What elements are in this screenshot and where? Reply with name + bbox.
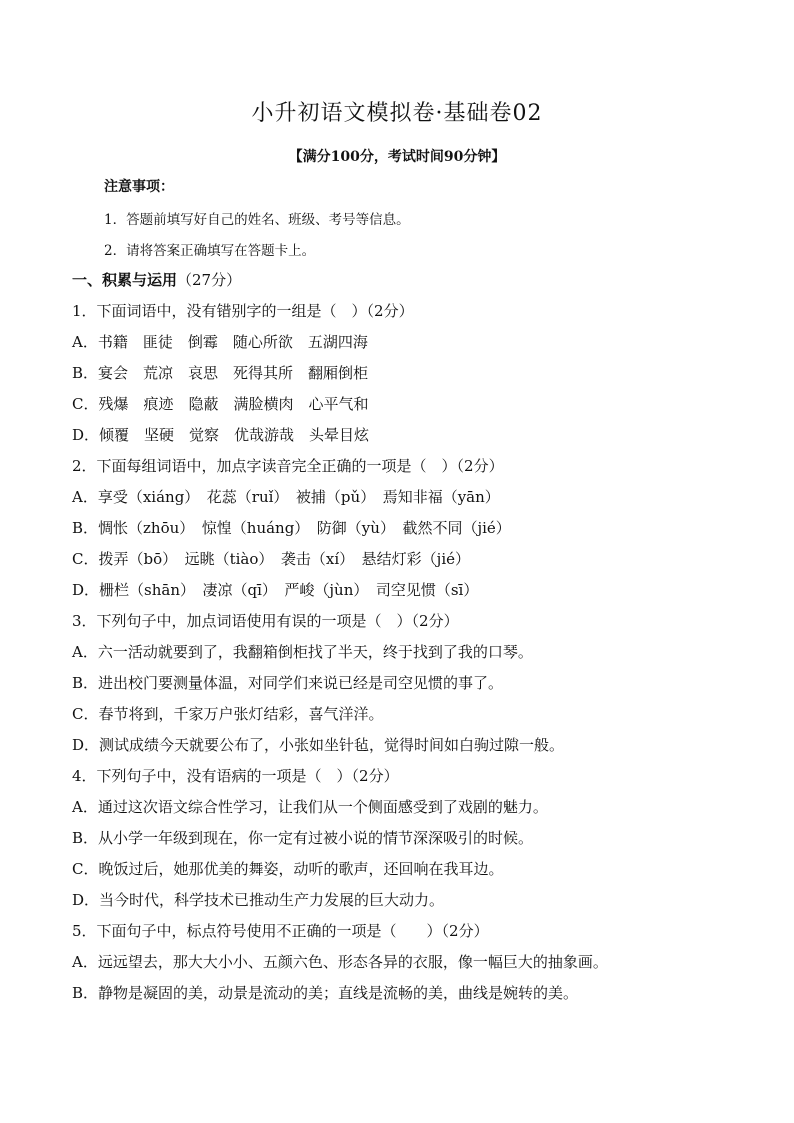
page-title: 小升初语文模拟卷·基础卷02 xyxy=(251,101,543,126)
question-option: D．测试成绩今天就要公布了，小张如坐针毡，觉得时间如白驹过隙一般。 xyxy=(72,736,565,754)
question-stem: 1．下面词语中，没有错别字的一组是（ ）（2分） xyxy=(72,302,414,320)
question-option: A．远远望去，那大大小小、五颜六色、形态各异的衣服，像一幅巨大的抽象画。 xyxy=(72,953,608,971)
question-option: A．六一活动就要到了，我翻箱倒柜找了半天，终于找到了我的口琴。 xyxy=(72,643,533,661)
question-option: B．从小学一年级到现在，你一定有过被小说的情节深深吸引的时候。 xyxy=(72,829,534,847)
exam-info: 【满分100分，考试时间90分钟】 xyxy=(288,149,506,165)
question-option: C．晚饭过后，她那优美的舞姿，动听的歌声，还回响在我耳边。 xyxy=(72,860,504,878)
notice-item: 1．答题前填写好自己的姓名、班级、考号等信息。 xyxy=(104,212,410,228)
question-stem: 5．下面句子中，标点符号使用不正确的一项是（ ）（2分） xyxy=(72,922,489,940)
notice-item: 2．请将答案正确填写在答题卡上。 xyxy=(104,243,316,259)
question-option: D．当今时代，科学技术已推动生产力发展的巨大动力。 xyxy=(72,891,445,909)
question-option: C．拨弄（bō） 远眺（tiào） 袭击（xí） 悬结灯彩（jié） xyxy=(72,550,470,568)
question-option: C．春节将到，千家万户张灯结彩，喜气洋洋。 xyxy=(72,705,384,723)
section-title: 一、积累与运用 xyxy=(72,271,178,289)
question-option: C．残爆 痕迹 隐蔽 满脸横肉 心平气和 xyxy=(72,395,369,413)
question-option: B．进出校门要测量体温，对同学们来说已经是司空见惯的事了。 xyxy=(72,674,504,692)
question-option: A．享受（xiáng） 花蕊（ruǐ） 被捕（pǔ） 焉知非福（yān） xyxy=(72,488,500,506)
question-option: B．宴会 荒凉 哀思 死得其所 翻厢倒柜 xyxy=(72,364,369,382)
question-option: A．通过这次语文综合性学习，让我们从一个侧面感受到了戏剧的魅力。 xyxy=(72,798,548,816)
notice-heading: 注意事项： xyxy=(104,179,174,195)
section-points: （27分） xyxy=(177,271,242,289)
section-heading xyxy=(72,269,241,290)
question-stem: 4．下列句子中，没有语病的一项是（ ）（2分） xyxy=(72,767,399,785)
question-option: A．书籍 匪徒 倒霉 随心所欲 五湖四海 xyxy=(72,333,368,351)
question-option: B．静物是凝固的美，动景是流动的美；直线是流畅的美，曲线是婉转的美。 xyxy=(72,984,579,1002)
question-option: D．栅栏（shān） 凄凉（qī） 严峻（jùn） 司空见惯（sī） xyxy=(72,581,479,599)
question-option: D．倾覆 坚硬 觉察 优哉游哉 头晕目炫 xyxy=(72,426,370,444)
question-stem: 3．下列句子中，加点词语使用有误的一项是（ ）（2分） xyxy=(72,612,459,630)
question-option: B．惆怅（zhōu） 惊惶（huáng） 防御（yù） 截然不同（jié） xyxy=(72,519,511,537)
question-stem: 2．下面每组词语中，加点字读音完全正确的一项是（ ）（2分） xyxy=(72,457,504,475)
